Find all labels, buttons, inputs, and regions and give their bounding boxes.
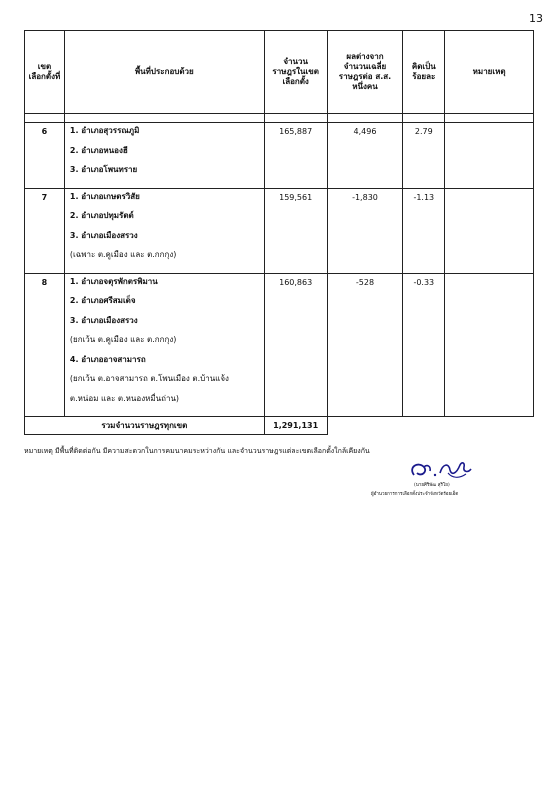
percent-value: 2.79 (403, 123, 445, 189)
area-note: ต.หน่อม และ ต.หนองหมื่นถ่าน) (69, 393, 180, 403)
header-population: จำนวน ราษฎรในเขต เลือกตั้ง (264, 31, 327, 114)
total-label: รวมจำนวนราษฎรทุกเขต (25, 417, 265, 435)
table-row (25, 188, 534, 273)
difference-value: 4,496 (327, 123, 403, 189)
page-number: 13 (529, 12, 543, 25)
area-item: 3. อำเภอเมืองสรวง (69, 230, 138, 240)
area-item: 2. อำเภอปทุมรัตต์ (69, 211, 134, 220)
total-row (25, 417, 534, 435)
footnote: หมายเหตุ มีพื้นที่ติดต่อกัน มีความสะดวกในการคมนาคมระหว่างกัน และจำนวนราษฎรแต่ละเขตเลือกตั้งใกล้เคียงกัน (24, 447, 370, 455)
signature-image (404, 457, 474, 483)
area-note: (ยกเว้น ต.คูเมือง และ ต.กกกุง) (69, 335, 177, 344)
district-areas (64, 273, 264, 417)
table-header-row (25, 31, 534, 114)
signer-title: ผู้อำนวยการการเลือกตั้งประจำจังหวัดร้อยเอ็ด (371, 492, 459, 497)
district-areas (64, 123, 264, 189)
area-item: 3. อำเภอเมืองสรวง (69, 315, 138, 325)
district-areas (64, 188, 264, 273)
districts-table (24, 30, 534, 435)
area-item: 1. อำเภอเกษตรวิสัย (69, 191, 140, 201)
area-item: 4. อำเภออาจสามารถ (69, 354, 146, 364)
total-value: 1,291,131 (264, 417, 327, 435)
header-difference: ผลต่างจาก จำนวนเฉลี่ย ราษฎรต่อ ส.ส. หนึ่งคน (327, 31, 403, 114)
area-item: 2. อำเภอศรีสมเด็จ (69, 296, 136, 305)
remarks-value (445, 188, 534, 273)
remarks-value (445, 273, 534, 417)
area-item: 1. อำเภอสุวรรณภูมิ (69, 126, 140, 135)
district-number: 8 (25, 273, 65, 417)
header-district: เขต เลือกตั้งที่ (25, 31, 65, 114)
area-item: 1. อำเภอจตุรพักตรพิมาน (69, 276, 158, 286)
header-remarks: หมายเหตุ (445, 31, 534, 114)
district-number: 6 (25, 123, 65, 189)
area-item: 2. อำเภอหนองฮี (69, 145, 128, 155)
signer-name: (นายศิริพัฒ สุริโย) (414, 483, 450, 488)
table-row (25, 273, 534, 417)
difference-value: -1,830 (327, 188, 403, 273)
header-percent: คิดเป็น ร้อยละ (403, 31, 445, 114)
spacer-row (25, 114, 534, 123)
area-item: 3. อำเภอโพนทราย (69, 165, 138, 174)
percent-value: -1.13 (403, 188, 445, 273)
population-value: 159,561 (264, 188, 327, 273)
table-row (25, 123, 534, 189)
remarks-value (445, 123, 534, 189)
population-value: 160,863 (264, 273, 327, 417)
area-note: (เฉพาะ ต.คูเมือง และ ต.กกกุง) (69, 250, 177, 259)
header-areas: พื้นที่ประกอบด้วย (64, 31, 264, 114)
area-note: (ยกเว้น ต.อาจสามารถ ต.โพนเมือง ต.บ้านแจ้ง (69, 374, 229, 383)
district-number: 7 (25, 188, 65, 273)
difference-value: -528 (327, 273, 403, 417)
population-value: 165,887 (264, 123, 327, 189)
percent-value: -0.33 (403, 273, 445, 417)
